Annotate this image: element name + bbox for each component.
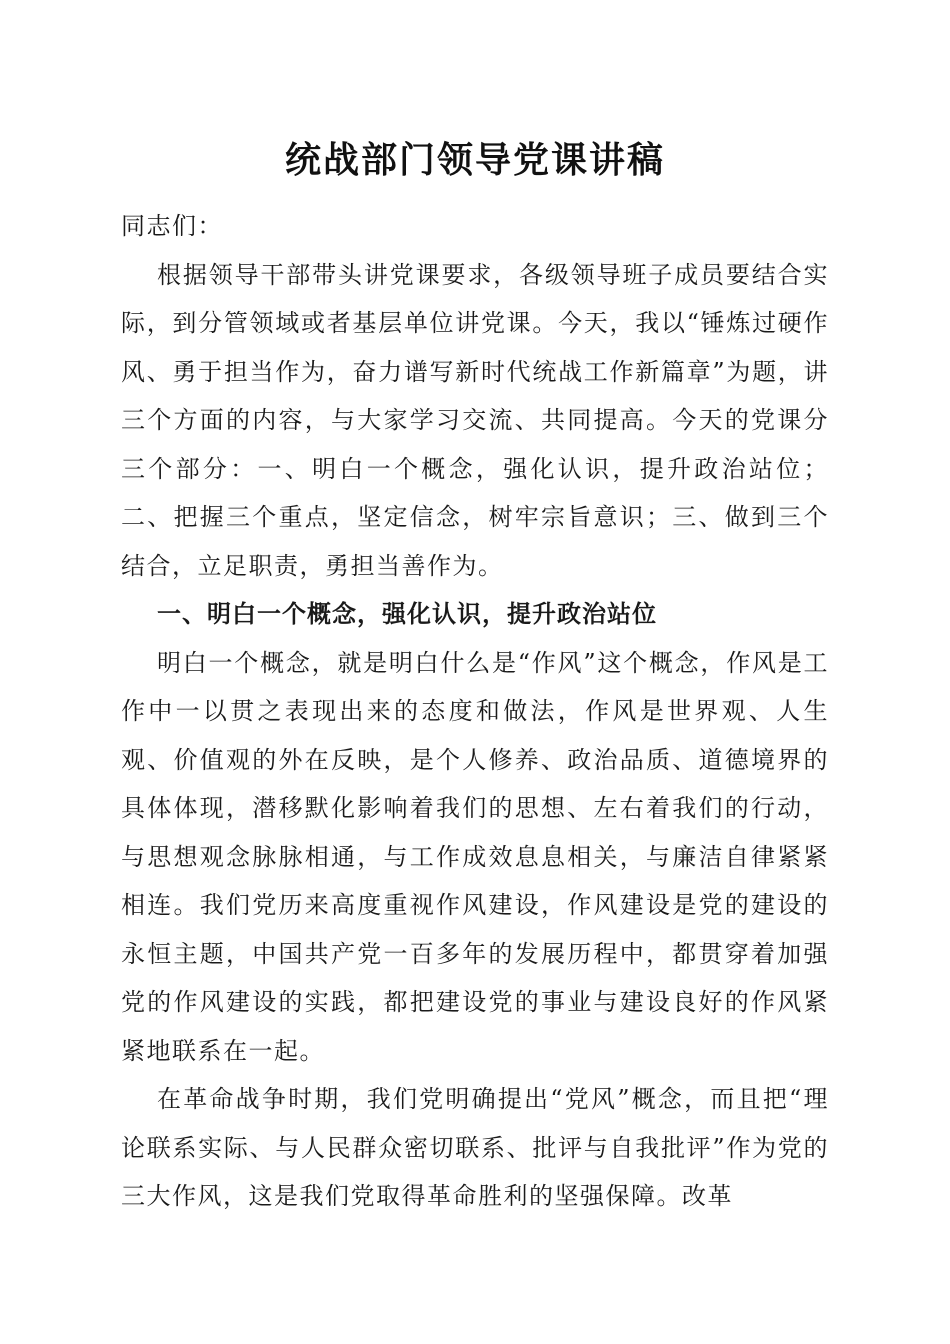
paragraph-intro: 根据领导干部带头讲党课要求，各级领导班子成员要结合实际，到分管领域或者基层单位讲党课。今天，我以“锤炼过硬作风、勇于担当作为，奋力谱写新时代统战工作新篇章”为题，讲三个方面的内容，与大家学习交流、共同提高。今天的党课分三个部分：一、明白一个概念，强化认识，提升政治站位；二、把握三个重点，坚定信念，树牢宗旨意识；三、做到三个结合，立足职责，勇担当善作为。 [121, 260, 829, 580]
salutation: 同志们： [121, 212, 223, 240]
document-title: 统战部门领导党课讲稿 [284, 139, 665, 181]
paragraph-history: 在革命战争时期，我们党明确提出“党风”概念，而且把“理论联系实际、与人民群众密切联系、批评与自我批评”作为党的三大作风，这是我们党取得革命胜利的坚强保障。改革 [121, 1085, 829, 1210]
section-heading-1: 一、明白一个概念，强化认识，提升政治站位 [157, 600, 657, 628]
document-body [121, 202, 829, 1221]
paragraph-concept: 明白一个概念，就是明白什么是“作风”这个概念，作风是工作中一以贯之表现出来的态度和做法，作风是世界观、人生观、价值观的外在反映，是个人修养、政治品质、道德境界的具体体现，潜移默化影响着我们的思想、左右着我们的行动，与思想观念脉脉相通，与工作成效息息相关，与廉洁自律紧紧相连。我们党历来高度重视作风建设，作风建设是党的建设的永恒主题，中国共产党一百多年的发展历程中，都贯穿着加强党的作风建设的实践，都把建设党的事业与建设良好的作风紧紧地联系在一起。 [121, 648, 829, 1065]
